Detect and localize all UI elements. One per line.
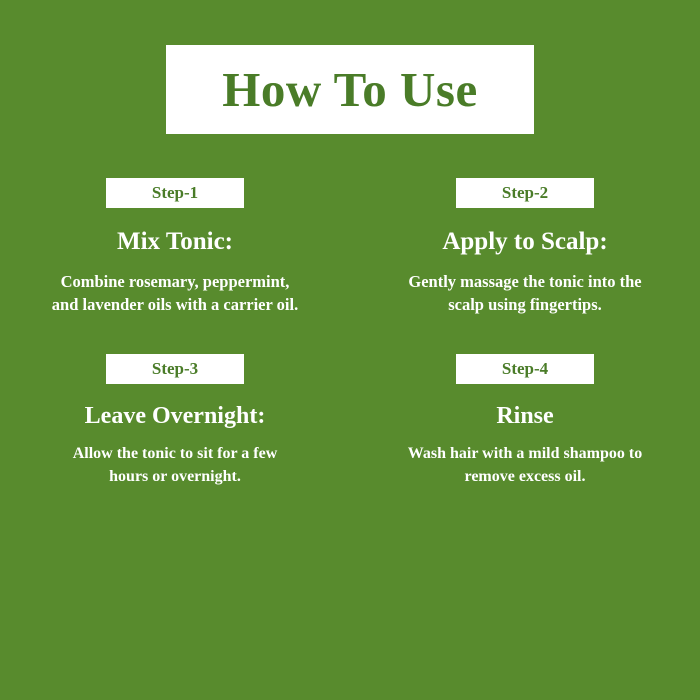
step-badge-4: Step-4 xyxy=(456,354,594,384)
step-heading-2: Apply to Scalp: xyxy=(442,228,608,255)
steps-row-bottom xyxy=(0,354,700,488)
step-heading-3: Leave Overnight: xyxy=(84,403,266,430)
title-banner xyxy=(166,45,534,134)
step-badge-3: Step-3 xyxy=(106,354,244,384)
step-card-4 xyxy=(350,354,700,488)
step-heading-1: Mix Tonic: xyxy=(117,228,233,255)
step-heading-4: Rinse xyxy=(496,403,554,430)
step-body-4: Wash hair with a mild shampoo to remove excess oil. xyxy=(407,444,643,485)
step-body-3: Allow the tonic to sit for a few hours or overnight. xyxy=(72,444,278,485)
step-card-1 xyxy=(0,178,350,317)
step-badge-2: Step-2 xyxy=(456,178,594,208)
page-title: How To Use xyxy=(222,62,478,117)
step-body-1: Combine rosemary, peppermint, and lavender oils with a carrier oil. xyxy=(51,271,299,315)
step-card-3 xyxy=(0,354,350,488)
step-badge-1: Step-1 xyxy=(106,178,244,208)
step-card-2 xyxy=(350,178,700,317)
steps-grid xyxy=(0,178,700,488)
step-body-2: Gently massage the tonic into the scalp using fingertips. xyxy=(408,271,642,315)
steps-row-top xyxy=(0,178,700,317)
